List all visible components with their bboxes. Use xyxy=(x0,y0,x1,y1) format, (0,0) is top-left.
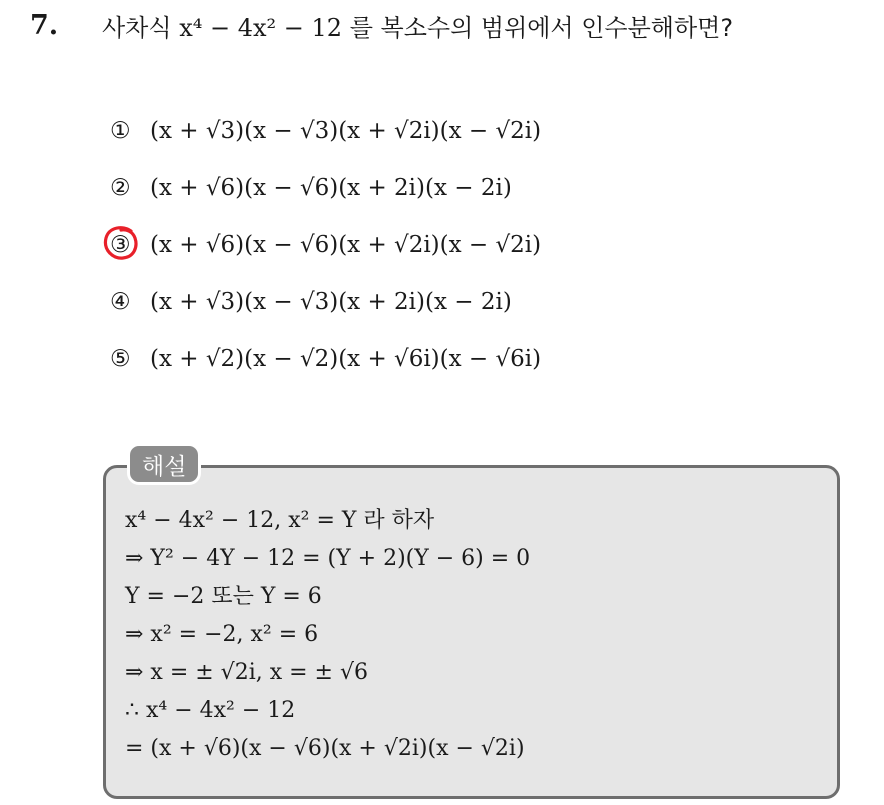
choice-text: (x + √6)(x − √6)(x + 2i)(x − 2i) xyxy=(150,174,512,201)
solution-line-5: ⇒ x = ± √2i, x = ± √6 xyxy=(125,660,368,685)
choice-text: (x + √6)(x − √6)(x + √2i)(x − √2i) xyxy=(150,231,542,258)
question-text xyxy=(102,12,733,44)
answer-choices xyxy=(110,102,541,387)
question-prefix: 사차식 xyxy=(102,14,172,42)
solution-tag: 해설 xyxy=(127,443,201,485)
choice-number: ② xyxy=(110,174,131,201)
question-expression: x⁴ − 4x² − 12 xyxy=(179,14,343,42)
choice-text: (x + √3)(x − √3)(x + 2i)(x − 2i) xyxy=(150,288,512,315)
choice-number: ③ xyxy=(110,231,131,258)
choice-5[interactable] xyxy=(110,330,541,387)
solution-lines xyxy=(125,502,530,768)
solution-line-2: ⇒ Y² − 4Y − 12 = (Y + 2)(Y − 6) = 0 xyxy=(125,546,531,571)
choice-text: (x + √3)(x − √3)(x + √2i)(x − √2i) xyxy=(150,117,542,144)
choice-number: ⑤ xyxy=(110,345,131,372)
question-suffix: 를 복소수의 범위에서 인수분해하면? xyxy=(349,14,734,42)
solution-line-4: ⇒ x² = −2, x² = 6 xyxy=(125,622,319,647)
choice-text: (x + √2)(x − √2)(x + √6i)(x − √6i) xyxy=(150,345,542,372)
solution-line-7: = (x + √6)(x − √6)(x + √2i)(x − √2i) xyxy=(125,736,525,761)
choice-2[interactable] xyxy=(110,159,541,216)
solution-line-6: ∴ x⁴ − 4x² − 12 xyxy=(125,698,296,723)
choice-4[interactable] xyxy=(110,273,541,330)
choice-1[interactable] xyxy=(110,102,541,159)
choice-3[interactable] xyxy=(110,216,541,273)
solution-line-1: x⁴ − 4x² − 12, x² = Y 라 하자 xyxy=(125,508,435,533)
question-number: 7. xyxy=(30,10,59,41)
choice-number: ④ xyxy=(110,288,131,315)
choice-number: ① xyxy=(110,117,131,144)
solution-line-3: Y = −2 또는 Y = 6 xyxy=(125,584,322,609)
